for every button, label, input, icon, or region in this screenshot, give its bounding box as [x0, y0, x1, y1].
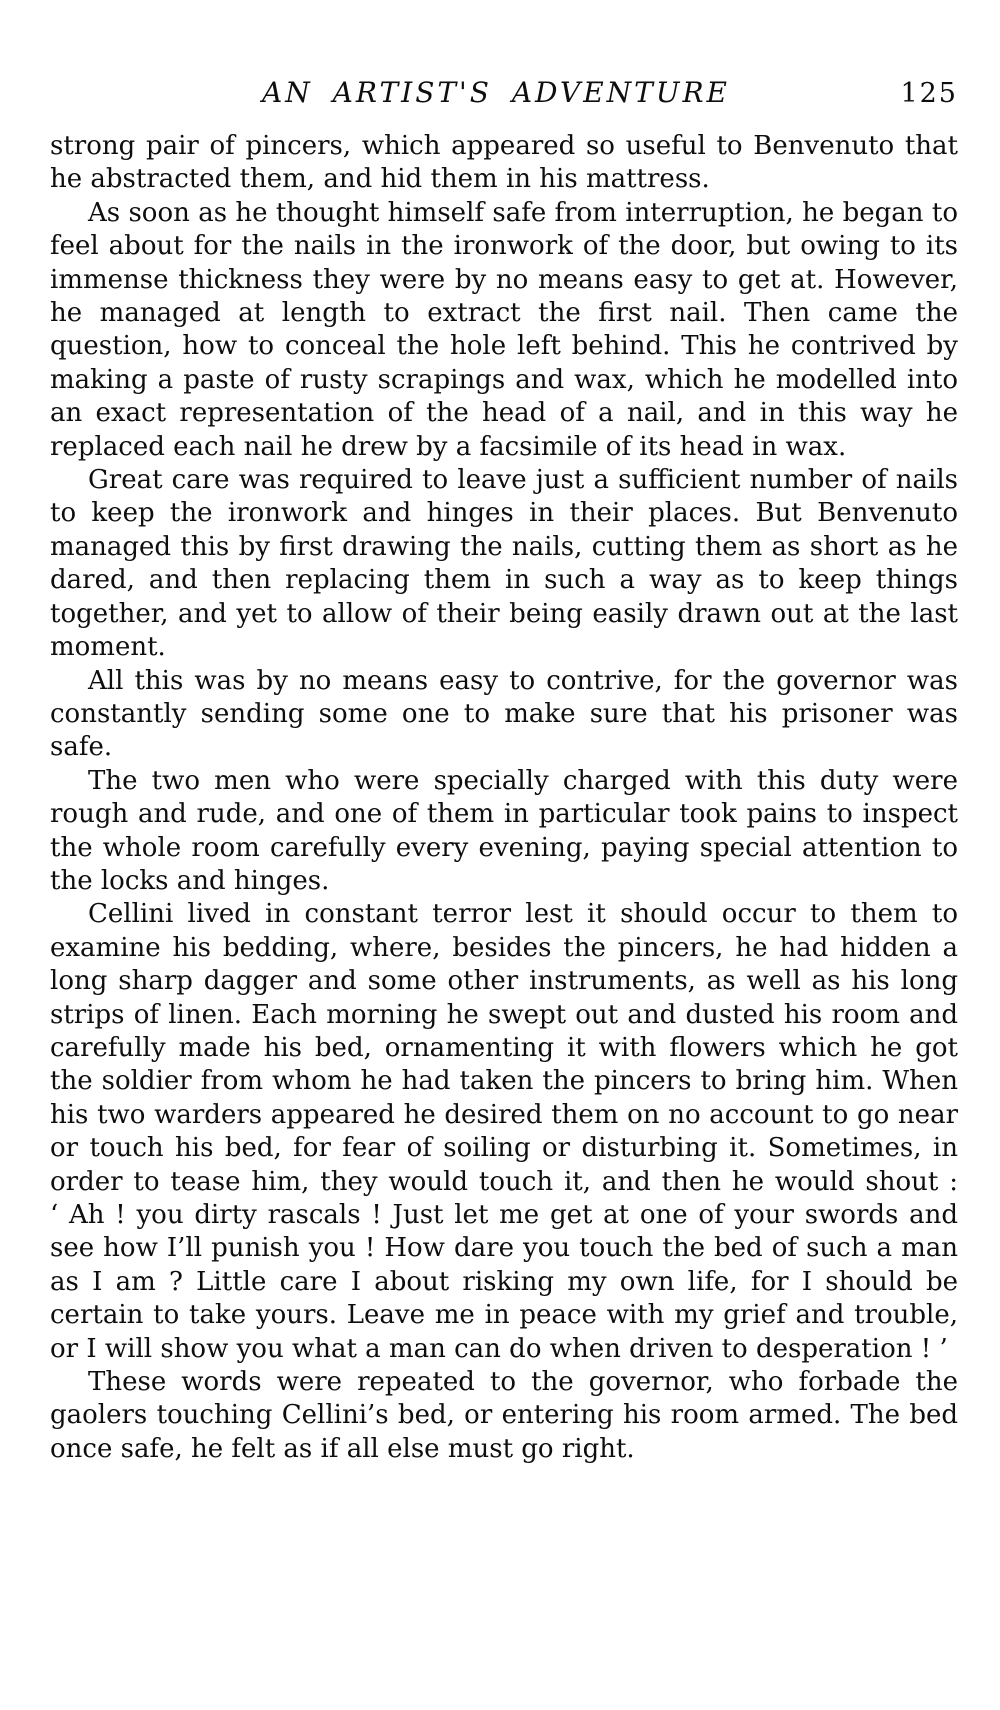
paragraph-7: These words were repeated to the governor, who forbade the gaolers touching Cellini’s bed, or entering his room armed. The bed once safe, he felt as if all else must go right.	[50, 1367, 958, 1464]
paragraph-5: The two men who were specially charged with this duty were rough and rude, and one of them in particular took pains to inspect the whole room carefully every evening, paying special attention to the locks and hinges.	[50, 765, 958, 896]
page-header	[50, 76, 958, 112]
page-text	[50, 130, 958, 1466]
paragraph-3: Great care was required to leave just a sufficient number of nails to keep the ironwork and hinges in their places. But Benvenuto managed this by first drawing the nails, cutting them as short as he dared, and then replacing them in such a way as to keep things together, and yet to allow of their being easily drawn out at the last moment.	[50, 465, 958, 663]
paragraph-4: All this was by no means easy to contrive, for the governor was constantly sending some one to make sure that his prisoner was safe.	[50, 665, 958, 763]
running-head-title: AN ARTIST'S ADVENTURE	[262, 76, 730, 109]
page-number: 125	[900, 78, 958, 109]
paragraph-6: Cellini lived in constant terror lest it should occur to them to examine his bedding, where, besides the pincers, he had hidden a long sharp dagger and some other instruments, as well as his long strips of linen. Each morning he swept out and dusted his room and carefully made his bed, ornamenting it with flowers which he got the soldier from whom he had taken the pincers to bring him. When his two warders appeared he desired them on no account to go near or touch his bed, for fear of soiling or disturbing it. Sometimes, in order to tease him, they would touch it, and then he would shout : ‘ Ah ! you dirty rascals ! Just let me get at one of your swords and see how I’ll punish you ! How dare you touch the bed of such a man as I am ? Little care I about risking my own life, for I should be certain to take yours. Leave me in peace with my grief and trouble, or I will show you what a man can do when driven to desperation ! ’	[50, 899, 958, 1364]
paragraph-1: strong pair of pincers, which appeared so useful to Benvenuto that he abstracted them, and hid them in his mattress.	[50, 131, 958, 195]
paragraph-2: As soon as he thought himself safe from interruption, he began to feel about for the nails in the ironwork of the door, but owing to its immense thickness they were by no means easy to get at. However, he managed at length to extract the first nail. Then came the question, how to conceal the hole left behind. This he contrived by making a paste of rusty scrapings and wax, which he modelled into an exact representation of the head of a nail, and in this way he replaced each nail he drew by a facsimile of its head in wax.	[50, 197, 958, 462]
